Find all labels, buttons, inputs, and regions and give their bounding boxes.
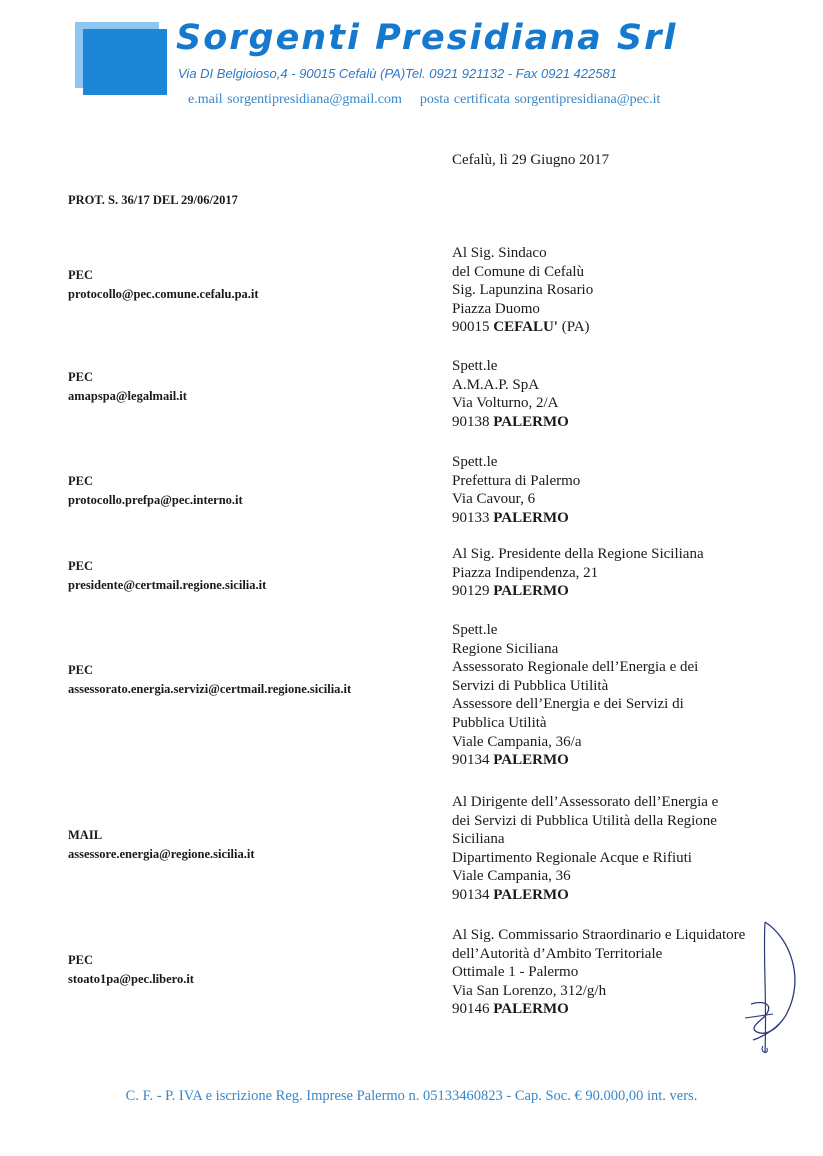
recipient-channel-block <box>68 826 254 864</box>
recipient-address <box>452 545 792 601</box>
recipient-address <box>452 621 792 770</box>
postcode: 90146 <box>452 1001 490 1018</box>
address-line: Via Cavour, 6 <box>452 491 536 508</box>
recipient-channel-block <box>68 661 351 699</box>
city: PALERMO <box>493 752 569 769</box>
address-line: Servizi di Pubblica Utilità <box>452 677 609 694</box>
address-line: Piazza Duomo <box>452 300 540 317</box>
address-line: Assessore dell’Energia e dei Servizi di <box>452 696 684 713</box>
recipient-address <box>452 357 792 431</box>
address-line: dei Servizi di Pubblica Utilità della Regione <box>452 812 717 829</box>
address-line: Pubblica Utilità <box>452 714 547 731</box>
company-contacts <box>188 92 660 108</box>
company-logo <box>75 22 167 95</box>
company-email[interactable]: e.mail sorgentipresidiana@gmail.com <box>188 92 402 107</box>
recipient-channel: MAIL <box>68 828 103 842</box>
address-city-line <box>452 582 792 601</box>
recipient-channel-block <box>68 266 259 304</box>
address-city-line <box>452 886 792 905</box>
address-line: Via Volturno, 2/A <box>452 395 559 412</box>
recipient-email[interactable]: assessorato.energia.servizi@certmail.regione.sicilia.it <box>68 682 352 696</box>
city: PALERMO <box>493 1001 569 1018</box>
address-line: Ottimale 1 - Palermo <box>452 964 579 981</box>
recipient-email[interactable]: stoato1pa@pec.libero.it <box>68 972 194 986</box>
address-line: dell’Autorità d’Ambito Territoriale <box>452 945 663 962</box>
footer-company-info: C. F. - P. IVA e iscrizione Reg. Imprese Palermo n. 05133460823 - Cap. Soc. € 90.000,00 int. vers. <box>125 1088 698 1104</box>
city: PALERMO <box>493 583 569 600</box>
province: (PA) <box>561 319 590 336</box>
postcode: 90015 <box>452 319 490 336</box>
address-line: A.M.A.P. SpA <box>452 376 540 393</box>
recipient-channel: PEC <box>68 663 93 677</box>
address-city-line <box>452 751 792 770</box>
logo-front-square <box>83 29 167 95</box>
letter-date: Cefalù, lì 29 Giugno 2017 <box>452 152 610 168</box>
recipient-channel-block <box>68 472 243 510</box>
postcode: 90133 <box>452 509 490 526</box>
postcode: 90134 <box>452 752 490 769</box>
recipient-channel: PEC <box>68 953 93 967</box>
address-line: Spett.le <box>452 622 498 638</box>
city: PALERMO <box>493 413 569 430</box>
company-pec[interactable]: posta certificata sorgentipresidiana@pec.it <box>419 92 661 107</box>
company-name: Sorgenti Presidiana Srl <box>176 18 678 58</box>
city: PALERMO <box>493 886 569 903</box>
address-line: Assessorato Regionale dell’Energia e dei <box>452 659 699 676</box>
recipient-email[interactable]: presidente@certmail.regione.sicilia.it <box>68 578 267 592</box>
recipient-email[interactable]: assessore.energia@regione.sicilia.it <box>68 847 255 861</box>
address-line: Al Sig. Sindaco <box>452 245 547 261</box>
recipient-address <box>452 453 792 527</box>
address-city-line <box>452 318 792 337</box>
address-line: Al Sig. Presidente della Regione Siciliana <box>452 546 704 562</box>
address-line: Sig. Lapunzina Rosario <box>452 282 594 299</box>
recipient-address <box>452 793 792 905</box>
address-line: Dipartimento Regionale Acque e Rifiuti <box>452 849 692 866</box>
recipient-channel-block <box>68 951 194 989</box>
postcode: 90129 <box>452 583 490 600</box>
address-city-line <box>452 413 792 432</box>
address-line: Al Dirigente dell’Assessorato dell’Energia e <box>452 794 719 810</box>
recipient-email[interactable]: amapspa@legalmail.it <box>68 389 187 403</box>
address-line: Viale Campania, 36 <box>452 868 571 885</box>
protocol-number: PROT. S. 36/17 DEL 29/06/2017 <box>68 193 238 207</box>
recipient-email[interactable]: protocollo@pec.comune.cefalu.pa.it <box>68 287 259 301</box>
address-line: Piazza Indipendenza, 21 <box>452 564 599 581</box>
postcode: 90138 <box>452 413 490 430</box>
address-line: Regione Siciliana <box>452 640 559 657</box>
address-city-line <box>452 509 792 528</box>
recipient-address <box>452 244 792 337</box>
city: CEFALU' <box>493 319 558 336</box>
address-line: Prefettura di Palermo <box>452 472 581 489</box>
signature-mark <box>735 918 805 1058</box>
recipient-channel: PEC <box>68 559 93 573</box>
address-line: del Comune di Cefalù <box>452 263 585 280</box>
recipient-channel: PEC <box>68 370 93 384</box>
address-line: Siciliana <box>452 831 505 848</box>
city: PALERMO <box>493 509 569 526</box>
recipient-channel-block <box>68 557 266 595</box>
address-line: Viale Campania, 36/a <box>452 733 582 750</box>
recipient-channel: PEC <box>68 474 93 488</box>
address-line: Spett.le <box>452 454 498 470</box>
address-line: Spett.le <box>452 358 498 374</box>
postcode: 90134 <box>452 886 490 903</box>
recipient-email[interactable]: protocollo.prefpa@pec.interno.it <box>68 493 243 507</box>
recipient-channel: PEC <box>68 268 93 282</box>
recipient-channel-block <box>68 368 187 406</box>
address-line: Via San Lorenzo, 312/g/h <box>452 982 607 999</box>
address-line: Al Sig. Commissario Straordinario e Liquidatore <box>452 927 746 943</box>
company-address: Via DI Belgioioso,4 - 90015 Cefalù (PA)Tel. 0921 921132 - Fax 0921 422581 <box>178 66 617 81</box>
